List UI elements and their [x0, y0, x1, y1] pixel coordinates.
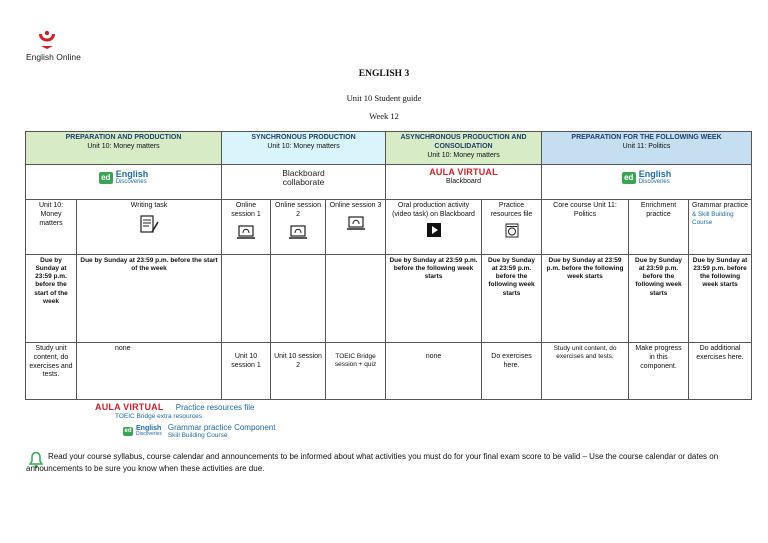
due-core: Due by Sunday at 23:59 p.m. before the following week starts — [542, 255, 629, 343]
skill-building-link[interactable]: Skill Building Course — [167, 432, 228, 439]
play-icon — [427, 223, 441, 237]
due-grammar: Due by Sunday at 23:59 p.m. before the following week starts — [689, 255, 752, 343]
desc-core: Study unit content, do exercises and tests. — [542, 343, 629, 400]
platform-blackboard-collaborate: Blackboard collaborate — [222, 165, 386, 200]
course-title: ENGLISH 3 — [358, 69, 410, 79]
cell-writing-task: Writing task — [77, 200, 222, 255]
header-asynchronous: ASYNCHRONOUS PRODUCTION AND CONSOLIDATION Unit 10: Money matters — [386, 132, 542, 165]
cell-grammar: Grammar practice & Skill Building Course — [689, 200, 752, 255]
cell-enrichment: Enrichment practice — [629, 200, 689, 255]
laptop-headset-icon — [236, 223, 256, 241]
ed-logo-icon: ed — [99, 172, 113, 184]
cell-online-1: Online session 1 — [222, 200, 271, 255]
schedule-table — [25, 131, 752, 400]
cell-core-course: Core course Unit 11: Politics — [542, 200, 629, 255]
cell-online-3: Online session 3 — [326, 200, 386, 255]
due-enrichment: Due by Sunday at 23:59 p.m. before the following week starts — [629, 255, 689, 343]
desc-s2: Unit 10 session 2 — [271, 343, 326, 400]
desc-writing: none — [77, 343, 222, 400]
toeic-link[interactable]: TOEIC Bridge extra resources — [115, 413, 202, 420]
due-empty-2 — [271, 255, 326, 343]
platform-ed-2: ed English Discoveries — [542, 165, 752, 200]
aula-virtual-label: AULA VIRTUAL — [95, 402, 164, 412]
cell-oral-production: Oral production activity (video task) on Blackboard — [386, 200, 482, 255]
grammar-component-link[interactable]: Grammar practice Component — [167, 423, 276, 432]
cell-practice-resources: Practice resources file — [482, 200, 542, 255]
upc-logo-icon — [36, 30, 58, 50]
practice-file-link[interactable]: Practice resources file — [175, 403, 255, 412]
desc-s3: TOEIC Bridge session + quiz — [326, 343, 386, 400]
washing-machine-icon — [505, 223, 519, 238]
writing-task-icon — [138, 214, 160, 236]
desc-unit: Study unit content, do exercises and tests. — [26, 343, 77, 400]
header-following-week: PREPARATION FOR THE FOLLOWING WEEK Unit 11: Politics — [542, 132, 752, 165]
due-writing: Due by Sunday at 23:59 p.m. before the start of the week — [77, 255, 222, 343]
desc-practice: Do exercises here. — [482, 343, 542, 400]
platform-ed: ed English Discoveries — [26, 165, 222, 200]
resources-area — [95, 402, 355, 439]
laptop-headset-icon — [346, 214, 366, 232]
ed-logo-icon: ed — [622, 172, 636, 184]
platform-aula-virtual: AULA VIRTUAL Blackboard — [386, 165, 542, 200]
guide-title: Unit 10 Student guide — [346, 93, 422, 103]
due-oral: Due by Sunday at 23:59 p.m. before the following week starts — [386, 255, 482, 343]
due-empty-1 — [222, 255, 271, 343]
header-synchronous: SYNCHRONOUS PRODUCTION Unit 10: Money matters — [222, 132, 386, 165]
cell-online-2: Online session 2 — [271, 200, 326, 255]
footer-note: Read your course syllabus, course calendar and announcements to be informed about what activities you must do for your final exam score to be valid – Use the course calendar or dates on announcements to be sure you know when these activities are due. — [26, 452, 719, 474]
logo-text: English Online — [26, 52, 81, 62]
due-practice: Due by Sunday at 23:59 p.m. before the following week starts — [482, 255, 542, 343]
desc-enrichment: Make progress in this component. — [629, 343, 689, 400]
due-unit: Due by Sunday at 23:59 p.m. before the start of the week — [26, 255, 77, 343]
header-preparation: PREPARATION AND PRODUCTION Unit 10: Money matters — [26, 132, 222, 165]
cell-unit: Unit 10: Money matters — [26, 200, 77, 255]
desc-s1: Unit 10 session 1 — [222, 343, 271, 400]
desc-oral: none — [386, 343, 482, 400]
brand-logo — [26, 30, 96, 62]
week-title: Week 12 — [369, 111, 399, 121]
ed-logo-small: ed English Discoveries — [124, 425, 162, 437]
ed-logo-icon: ed — [124, 428, 132, 434]
due-empty-3 — [326, 255, 386, 343]
laptop-headset-icon — [288, 223, 308, 241]
desc-grammar: Do additional exercises here. — [689, 343, 752, 400]
